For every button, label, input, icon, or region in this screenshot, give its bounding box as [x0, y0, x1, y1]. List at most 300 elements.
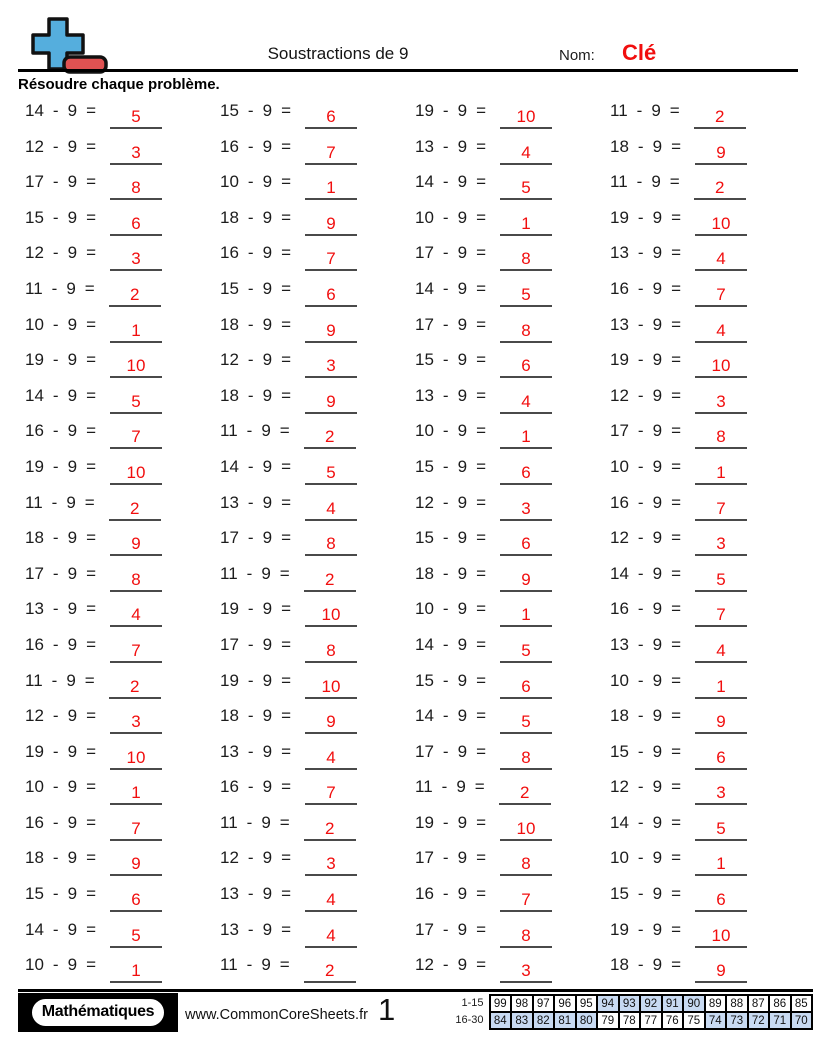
answer-blank	[305, 356, 357, 378]
problem-cell	[415, 528, 610, 564]
answer-value: 5	[521, 178, 531, 198]
subtrahend: 9	[457, 528, 468, 548]
minus-operator: -	[246, 421, 253, 441]
minus-operator: -	[442, 456, 449, 476]
minuend: 15	[25, 207, 44, 227]
minuend: 18	[220, 706, 239, 726]
equals-sign: =	[279, 563, 290, 583]
answer-blank	[305, 677, 357, 699]
subtrahend: 9	[262, 314, 273, 334]
brand-label: Mathématiques	[32, 999, 165, 1026]
answer-blank	[500, 427, 552, 449]
minus-operator: -	[52, 777, 59, 797]
minuend: 12	[25, 136, 44, 156]
subtrahend: 9	[261, 421, 271, 441]
minuend: 11	[415, 777, 433, 797]
equals-sign: =	[476, 634, 486, 654]
problem-cell	[220, 172, 415, 208]
subtrahend: 9	[457, 492, 468, 512]
answer-blank	[500, 890, 552, 912]
problem-cell	[415, 564, 610, 600]
subtrahend: 9	[457, 278, 468, 298]
answer-blank	[500, 107, 552, 129]
problem-cell	[415, 777, 610, 813]
subtrahend: 9	[261, 955, 271, 975]
equals-sign: =	[281, 848, 291, 868]
answer-blank	[110, 641, 162, 663]
answer-blank	[305, 926, 357, 948]
answer-value: 7	[326, 249, 336, 269]
minuend: 14	[25, 385, 44, 405]
problem-cell	[610, 813, 805, 849]
problem-cell	[610, 777, 805, 813]
problem-cell	[25, 172, 220, 208]
minuend: 13	[610, 634, 629, 654]
name-label: Nom:	[559, 47, 595, 64]
subtrahend: 9	[67, 207, 78, 227]
problem-cell	[610, 635, 805, 671]
minus-operator: -	[247, 741, 254, 761]
minuend: 11	[610, 172, 628, 192]
score-cell: 94	[597, 995, 619, 1012]
grading-range-labels	[455, 994, 483, 1030]
problem-cell	[610, 243, 805, 279]
subtrahend: 9	[457, 563, 468, 583]
answer-value: 5	[716, 818, 726, 838]
subtrahend: 9	[67, 919, 78, 939]
subtrahend: 9	[262, 278, 273, 298]
answer-blank	[500, 214, 552, 236]
answer-value: 4	[521, 142, 531, 162]
answer-blank	[110, 143, 162, 165]
equals-sign: =	[671, 706, 681, 726]
equals-sign: =	[86, 172, 96, 192]
minuend: 19	[220, 599, 239, 619]
equals-sign: =	[671, 777, 681, 797]
answer-value: 5	[131, 925, 141, 945]
minuend: 18	[25, 848, 44, 868]
minuend: 16	[220, 777, 239, 797]
subtrahend: 9	[67, 777, 78, 797]
score-cell: 83	[511, 1012, 533, 1029]
problem-cell	[25, 137, 220, 173]
subtrahend: 9	[67, 812, 78, 832]
answer-blank	[500, 321, 552, 343]
minus-operator: -	[637, 207, 644, 227]
minuend: 11	[25, 278, 43, 298]
subtrahend: 9	[652, 955, 663, 975]
problem-cell	[415, 457, 610, 493]
score-cell: 82	[533, 1012, 555, 1029]
problem-cell	[610, 848, 805, 884]
minuend: 17	[25, 172, 44, 192]
answer-value: 4	[326, 498, 336, 518]
subtrahend: 9	[652, 741, 663, 761]
equals-sign: =	[86, 741, 96, 761]
minus-operator: -	[442, 172, 449, 192]
answer-blank	[110, 427, 162, 449]
answer-blank	[500, 356, 552, 378]
answer-blank	[305, 499, 357, 521]
subtrahend: 9	[262, 884, 273, 904]
minuend: 15	[415, 528, 434, 548]
minuend: 13	[610, 314, 629, 334]
problem-cell	[25, 599, 220, 635]
answer-blank	[695, 926, 747, 948]
answer-blank	[500, 677, 552, 699]
answer-value: 8	[521, 320, 531, 340]
minuend: 10	[610, 848, 629, 868]
problem-cell	[610, 315, 805, 351]
minuend: 18	[220, 385, 239, 405]
equals-sign: =	[671, 421, 681, 441]
problem-cell	[25, 955, 220, 991]
equals-sign: =	[476, 278, 486, 298]
equals-sign: =	[86, 919, 96, 939]
equals-sign: =	[281, 172, 291, 192]
minus-operator: -	[247, 243, 254, 263]
equals-sign: =	[476, 385, 486, 405]
problem-cell	[25, 742, 220, 778]
problem-cell	[25, 208, 220, 244]
minuend: 13	[415, 385, 434, 405]
answer-value: 1	[716, 854, 726, 874]
subtrahend: 9	[67, 528, 78, 548]
minuend: 10	[415, 599, 434, 619]
answer-value: 7	[326, 783, 336, 803]
minus-operator: -	[442, 385, 449, 405]
minus-operator: -	[52, 101, 59, 120]
answer-value: 8	[326, 640, 336, 660]
subtrahend: 9	[652, 812, 663, 832]
score-cell: 81	[554, 1012, 576, 1029]
minus-operator: -	[52, 207, 59, 227]
answer-value: 6	[326, 284, 336, 304]
answer-value: 10	[321, 676, 341, 696]
minuend: 17	[415, 919, 434, 939]
score-cell: 78	[619, 1012, 641, 1029]
answer-blank	[694, 107, 746, 129]
problem-cell	[220, 208, 415, 244]
answer-blank	[109, 285, 161, 307]
minus-operator: -	[52, 919, 59, 939]
problem-cell	[220, 884, 415, 920]
minuend: 11	[25, 670, 43, 690]
answer-value: 3	[326, 854, 336, 874]
score-cell: 96	[554, 995, 576, 1012]
minuend: 12	[220, 848, 239, 868]
answer-value: 2	[325, 427, 335, 447]
answer-value: 10	[711, 356, 731, 376]
answer-blank	[695, 641, 747, 663]
minus-operator: -	[442, 207, 449, 227]
answer-value: 10	[126, 356, 146, 376]
subtrahend: 9	[652, 848, 663, 868]
problem-cell	[415, 493, 610, 529]
minuend: 15	[610, 884, 629, 904]
subtrahend: 9	[652, 421, 663, 441]
minus-operator: -	[442, 314, 449, 334]
equals-sign: =	[476, 812, 486, 832]
minus-operator: -	[442, 350, 449, 370]
minus-operator: -	[442, 101, 449, 120]
problem-cell	[610, 920, 805, 956]
answer-blank	[500, 463, 552, 485]
score-cell: 93	[619, 995, 641, 1012]
equals-sign: =	[476, 884, 486, 904]
minus-operator: -	[442, 706, 449, 726]
answer-blank	[110, 570, 162, 592]
answer-value: 5	[326, 462, 336, 482]
answer-blank	[110, 249, 162, 271]
problem-cell	[415, 172, 610, 208]
minus-operator: -	[52, 136, 59, 156]
answer-blank	[695, 427, 747, 449]
answer-blank	[695, 321, 747, 343]
equals-sign: =	[474, 777, 485, 797]
minuend: 10	[610, 456, 629, 476]
name-value: Clé	[622, 40, 657, 65]
website-url: www.CommonCoreSheets.fr	[185, 1007, 368, 1023]
minuend: 11	[220, 563, 238, 583]
minuend: 18	[610, 706, 629, 726]
equals-sign: =	[671, 884, 681, 904]
score-cell: 99	[490, 995, 512, 1012]
problem-cell	[25, 243, 220, 279]
answer-blank	[500, 392, 552, 414]
answer-value: 1	[521, 427, 531, 447]
problem-cell	[25, 528, 220, 564]
subtrahend: 9	[262, 136, 273, 156]
answer-value: 8	[326, 534, 336, 554]
subtrahend: 9	[457, 456, 468, 476]
problem-cell	[25, 706, 220, 742]
answer-blank	[305, 249, 357, 271]
minuend: 16	[610, 599, 629, 619]
minus-operator: -	[637, 599, 644, 619]
minus-operator: -	[637, 777, 644, 797]
equals-sign: =	[86, 884, 96, 904]
minuend: 19	[25, 456, 44, 476]
minus-operator: -	[247, 528, 254, 548]
minus-operator: -	[637, 528, 644, 548]
answer-blank	[500, 748, 552, 770]
answer-blank	[500, 605, 552, 627]
problem-cell	[415, 742, 610, 778]
subtrahend: 9	[262, 243, 273, 263]
problem-cell	[25, 564, 220, 600]
equals-sign: =	[86, 385, 96, 405]
minus-operator: -	[246, 812, 253, 832]
answer-blank	[499, 783, 551, 805]
problem-cell	[220, 742, 415, 778]
minuend: 12	[610, 385, 629, 405]
minuend: 19	[610, 919, 629, 939]
score-cell: 95	[576, 995, 598, 1012]
answer-blank	[110, 819, 162, 841]
answer-value: 4	[326, 925, 336, 945]
problem-cell	[415, 848, 610, 884]
equals-sign: =	[671, 599, 681, 619]
answer-value: 7	[521, 890, 531, 910]
subtrahend: 9	[457, 350, 468, 370]
answer-value: 6	[131, 890, 141, 910]
problem-cell	[415, 137, 610, 173]
score-cell: 87	[748, 995, 770, 1012]
minus-operator: -	[247, 492, 254, 512]
minus-operator: -	[246, 563, 253, 583]
subtrahend: 9	[262, 919, 273, 939]
answer-value: 2	[130, 284, 140, 304]
answer-blank	[304, 819, 356, 841]
answer-value: 2	[130, 498, 140, 518]
equals-sign: =	[86, 350, 96, 370]
minuend: 10	[25, 777, 44, 797]
minus-operator: -	[442, 670, 449, 690]
minuend: 11	[220, 812, 238, 832]
answer-blank	[110, 961, 162, 983]
answer-value: 2	[715, 178, 725, 198]
answer-value: 10	[516, 107, 536, 126]
minuend: 10	[415, 421, 434, 441]
equals-sign: =	[476, 350, 486, 370]
minus-operator: -	[247, 884, 254, 904]
answer-blank	[305, 178, 357, 200]
minus-operator: -	[442, 136, 449, 156]
problem-cell	[220, 101, 415, 137]
answer-value: 9	[326, 320, 336, 340]
minuend: 14	[25, 101, 44, 120]
answer-blank	[304, 961, 356, 983]
answer-value: 8	[521, 925, 531, 945]
answer-value: 1	[521, 605, 531, 625]
minus-operator: -	[51, 278, 58, 298]
subtrahend: 9	[262, 350, 273, 370]
problem-cell	[25, 421, 220, 457]
minus-operator: -	[52, 563, 59, 583]
minus-operator: -	[441, 777, 448, 797]
subtrahend: 9	[457, 848, 468, 868]
answer-value: 8	[131, 178, 141, 198]
subtrahend: 9	[652, 528, 663, 548]
problem-grid	[25, 101, 805, 991]
answer-blank	[110, 712, 162, 734]
answer-value: 3	[131, 249, 141, 269]
subtrahend: 9	[67, 741, 78, 761]
problem-cell	[415, 955, 610, 991]
minuend: 13	[220, 919, 239, 939]
answer-value: 6	[326, 107, 336, 126]
equals-sign: =	[279, 955, 290, 975]
answer-value: 3	[716, 391, 726, 411]
minuend: 15	[415, 350, 434, 370]
problem-cell	[610, 101, 805, 137]
minus-operator: -	[247, 136, 254, 156]
minus-operator: -	[442, 741, 449, 761]
minuend: 17	[415, 741, 434, 761]
answer-value: 3	[521, 961, 531, 981]
problem-cell	[415, 208, 610, 244]
minuend: 11	[25, 492, 43, 512]
minuend: 16	[415, 884, 434, 904]
answer-value: 9	[131, 534, 141, 554]
problem-cell	[220, 243, 415, 279]
problem-cell	[25, 386, 220, 422]
minuend: 14	[25, 919, 44, 939]
answer-blank	[305, 783, 357, 805]
subtrahend: 9	[262, 492, 273, 512]
answer-value: 10	[126, 462, 146, 482]
minus-operator: -	[52, 599, 59, 619]
subtrahend: 9	[66, 670, 76, 690]
grading-chart	[455, 994, 813, 1030]
subtrahend: 9	[67, 456, 78, 476]
problem-cell	[220, 635, 415, 671]
answer-value: 1	[131, 320, 141, 340]
score-cell: 75	[683, 1012, 705, 1029]
answer-value: 9	[131, 854, 141, 874]
minuend: 10	[25, 314, 44, 334]
equals-sign: =	[671, 456, 681, 476]
equals-sign: =	[476, 243, 486, 263]
minuend: 15	[25, 884, 44, 904]
problem-cell	[25, 813, 220, 849]
score-cell: 80	[576, 1012, 598, 1029]
equals-sign: =	[476, 207, 486, 227]
equals-sign: =	[476, 136, 486, 156]
grading-score-table	[489, 994, 814, 1030]
answer-value: 1	[716, 676, 726, 696]
minus-operator: -	[52, 848, 59, 868]
equals-sign: =	[476, 919, 486, 939]
score-cell: 71	[769, 1012, 791, 1029]
minuend: 16	[610, 278, 629, 298]
equals-sign: =	[281, 528, 291, 548]
answer-value: 5	[131, 391, 141, 411]
score-cell: 84	[490, 1012, 512, 1029]
answer-value: 10	[711, 213, 731, 233]
minuend: 15	[610, 741, 629, 761]
minus-operator: -	[52, 955, 59, 975]
equals-sign: =	[86, 955, 96, 975]
subtrahend: 9	[457, 101, 468, 120]
answer-value: 2	[325, 818, 335, 838]
problem-cell	[220, 920, 415, 956]
answer-blank	[695, 356, 747, 378]
minuend: 17	[220, 634, 239, 654]
problem-cell	[25, 777, 220, 813]
answer-blank	[500, 143, 552, 165]
minus-operator: -	[442, 955, 449, 975]
equals-sign: =	[476, 599, 486, 619]
answer-blank	[110, 321, 162, 343]
answer-value: 3	[131, 712, 141, 732]
minuend: 18	[415, 563, 434, 583]
answer-blank	[695, 854, 747, 876]
subtrahend: 9	[262, 634, 273, 654]
equals-sign: =	[281, 314, 291, 334]
subtrahend: 9	[457, 172, 468, 192]
minus-operator: -	[442, 563, 449, 583]
problem-cell	[220, 777, 415, 813]
minus-operator: -	[51, 670, 58, 690]
problem-cell	[25, 848, 220, 884]
subtrahend: 9	[67, 884, 78, 904]
answer-value: 7	[131, 818, 141, 838]
equals-sign: =	[84, 278, 95, 298]
answer-blank	[305, 214, 357, 236]
answer-value: 4	[716, 320, 726, 340]
